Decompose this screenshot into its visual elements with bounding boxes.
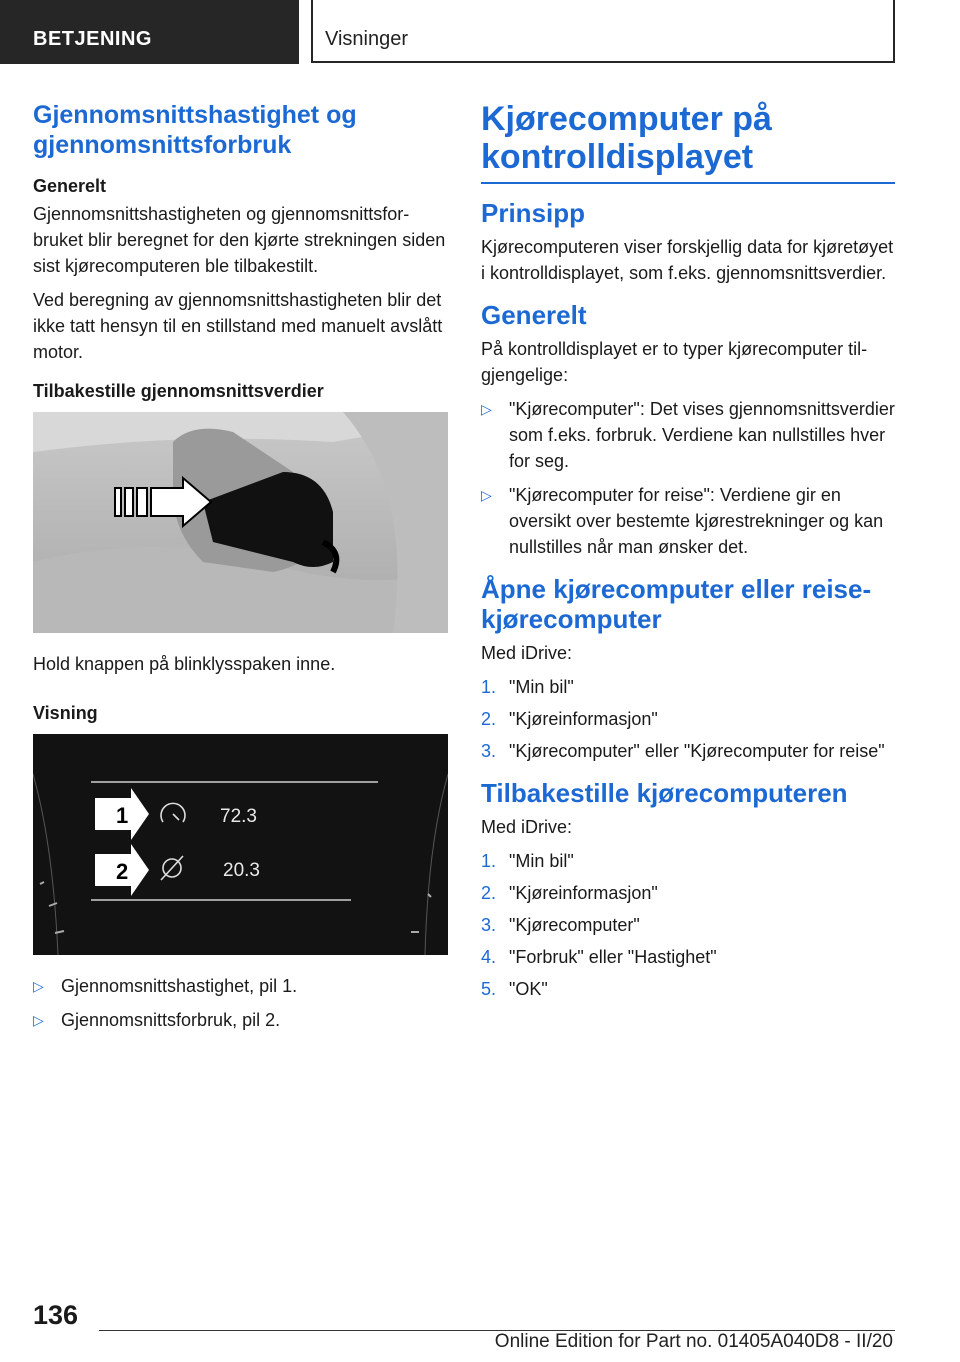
paragraph: På kontrolldisplayet er to typer kjørecomputer tilgjengelige: bbox=[481, 339, 868, 385]
list-item: 1. "Min bil" bbox=[481, 851, 574, 871]
generelt-heading: Generelt bbox=[481, 300, 587, 330]
list-item: ▷ "Kjørecomputer for reise": Verdiene gir en oversikt over bestemte kjørestrekninger og kan nullstilles når man ønsker det. bbox=[481, 482, 895, 560]
reset-steps-list bbox=[481, 848, 895, 1002]
list-item: ▷ Gjennomsnittshastighet, pil 1. bbox=[33, 973, 448, 999]
paragraph: Med iDrive: bbox=[481, 643, 573, 663]
title-divider bbox=[481, 182, 895, 184]
section-tab: BETJENING bbox=[0, 0, 299, 64]
list-item: 3. "Kjørecomputer" bbox=[481, 915, 640, 935]
list-item: 5. "OK" bbox=[481, 979, 548, 999]
list-item: 2. "Kjøreinformasjon" bbox=[481, 709, 658, 729]
turn-signal-lever-illustration bbox=[33, 412, 448, 633]
open-heading: Åpne kjørecomputer eller reisekjørecomputer bbox=[481, 574, 872, 634]
caption: Hold knappen på blinklysspaken inne. bbox=[33, 654, 336, 674]
arrow-2-label: 2 bbox=[116, 859, 129, 884]
display-legend-list bbox=[33, 973, 448, 1033]
paragraph: Med iDrive: bbox=[481, 817, 573, 837]
page-title: Kjørecomputer på kontrolldisplayet bbox=[481, 100, 772, 176]
reset-heading: Tilbakestille kjørecomputeren bbox=[481, 778, 848, 808]
paragraph: Gjennomsnittshastigheten og gjennomsnittsforbruket blir beregnet for den kjørte strekningen siden sist kjørecomputeren ble tilbakestilt. bbox=[33, 204, 446, 276]
triangle-bullet-icon: ▷ bbox=[481, 401, 492, 417]
list-item: 2. "Kjøreinformasjon" bbox=[481, 883, 658, 903]
prinsipp-heading: Prinsipp bbox=[481, 198, 586, 228]
arrow-1-label: 1 bbox=[116, 803, 129, 828]
average-consumption-value: 20.3 bbox=[223, 860, 260, 881]
instrument-display-illustration bbox=[33, 734, 448, 955]
page-number: 136 bbox=[33, 1300, 79, 1330]
trip-computer-types-list bbox=[481, 396, 895, 560]
right-column bbox=[481, 100, 895, 1010]
subheading-display: Visning bbox=[33, 703, 98, 723]
chapter-title: Visninger bbox=[311, 0, 895, 63]
triangle-bullet-icon: ▷ bbox=[481, 487, 492, 503]
list-item: ▷ "Kjørecomputer": Det vises gjennomsnittsverdier som f.eks. forbruk. Verdiene kan nullstilles hver for seg. bbox=[481, 396, 895, 474]
list-item: ▷ Gjennomsnittsforbruk, pil 2. bbox=[33, 1007, 448, 1033]
triangle-bullet-icon: ▷ bbox=[33, 1012, 44, 1028]
paragraph: Kjørecomputeren viser forskjellig data for kjøretøyet i kontrolldisplayet, som f.eks. gjennomsnittsverdier. bbox=[481, 237, 894, 283]
paragraph: Ved beregning av gjennomsnittshastigheten blir det ikke tatt hensyn til en stillstand med manuelt avslått motor. bbox=[33, 290, 443, 362]
edition-note: Online Edition for Part no. 01405A040D8 - II/20 bbox=[494, 1331, 893, 1352]
section-heading: Gjennomsnittshastighet og gjennomsnittsforbruk bbox=[33, 101, 357, 159]
subheading-reset: Tilbakestille gjennomsnittsverdier bbox=[33, 381, 324, 401]
list-item: 4. "Forbruk" eller "Hastighet" bbox=[481, 947, 717, 967]
triangle-bullet-icon: ▷ bbox=[33, 978, 44, 994]
open-steps-list bbox=[481, 674, 895, 764]
list-item: 1. "Min bil" bbox=[481, 677, 574, 697]
average-speed-value: 72.3 bbox=[220, 806, 257, 827]
left-column bbox=[33, 100, 448, 1041]
subheading-general: Generelt bbox=[33, 176, 107, 196]
list-item: 3. "Kjørecomputer" eller "Kjørecomputer for reise" bbox=[481, 741, 885, 761]
